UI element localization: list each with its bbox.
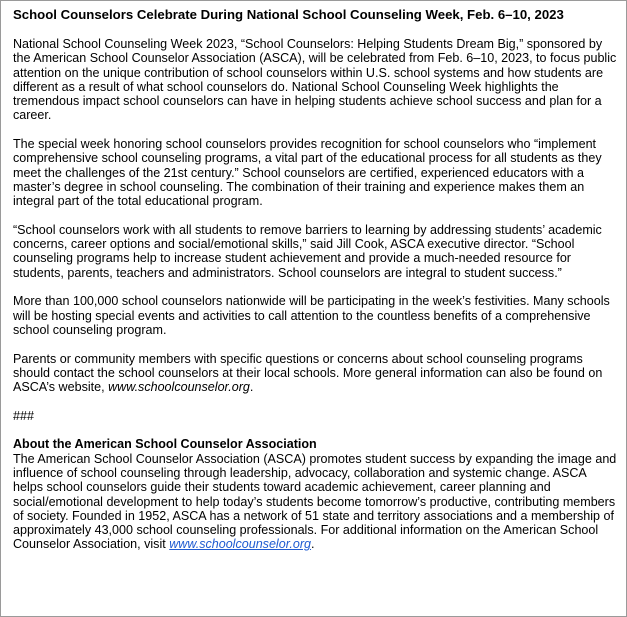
about-end: .: [311, 537, 315, 552]
paragraph-quote: “School counselors work with all students to remove barriers to learning by addressing students’ academic concerns, career options and social/emotional skills,” said Jill Cook, ASCA executive director. “School counseling programs help to increase student achievement and provide a much-needed resource for students, parents, teachers and administrators. School counselors are integral to student success.”: [13, 222, 602, 280]
about-heading: About the American School Counselor Association: [13, 437, 317, 452]
paragraph-participation: More than 100,000 school counselors nationwide will be participating in the week’s festivities. Many schools will be hosting special events and activities to call attention to the countless benefits of a comprehensive school counseling program.: [13, 294, 610, 337]
document-title: School Counselors Celebrate During National School Counseling Week, Feb. 6–10, 2023: [13, 7, 564, 22]
press-release-document: [13, 7, 617, 552]
asca-website-link[interactable]: www.schoolcounselor.org: [169, 537, 312, 552]
paragraph-contact: [13, 352, 617, 395]
section-separator: ###: [13, 408, 34, 423]
about-section: [13, 437, 617, 551]
paragraph-recognition: The special week honoring school counselors provides recognition for school counselors who “implement comprehensive school counseling programs, a vital part of the educational process for all students as they meet the challenges of the 21st century.” School counselors are certified, experienced educators with a master’s degree in school counseling. The combination of their training and experience makes them an integral part of the total educational program.: [13, 137, 602, 209]
website-reference: www.schoolcounselor.org: [108, 380, 250, 395]
paragraph-intro: National School Counseling Week 2023, “School Counselors: Helping Students Dream Big,” sponsored by the American School Counselor Association (ASCA), will be celebrated from Feb. 6–10, 2023, to focus public attention on the unique contribution of school counselors within U.S. school systems and how students are different as a result of what school counselors do. National School Counseling Week highlights the tremendous impact school counselors can have in helping students achieve school success and plan for a career.: [13, 37, 617, 123]
about-text: The American School Counselor Association (ASCA) promotes student success by expanding the image and influence of school counseling through leadership, advocacy, collaboration and systemic change. ASCA helps school counselors guide their students toward academic achievement, career planning and social/emotional development to help today’s students become tomorrow’s productive, contributing members of society. Founded in 1952, ASCA has a network of 51 state and territory associations and a membership of approximately 43,000 school counseling professionals. For additional information on the American School Counselor Association, visit: [13, 451, 617, 552]
contact-end: .: [249, 380, 254, 395]
about-paragraph: [13, 452, 617, 552]
contact-text: Parents or community members with specific questions or concerns about school counseling programs should contact the school counselors at their local schools. More general information can also be found on ASCA’s website,: [13, 351, 603, 395]
